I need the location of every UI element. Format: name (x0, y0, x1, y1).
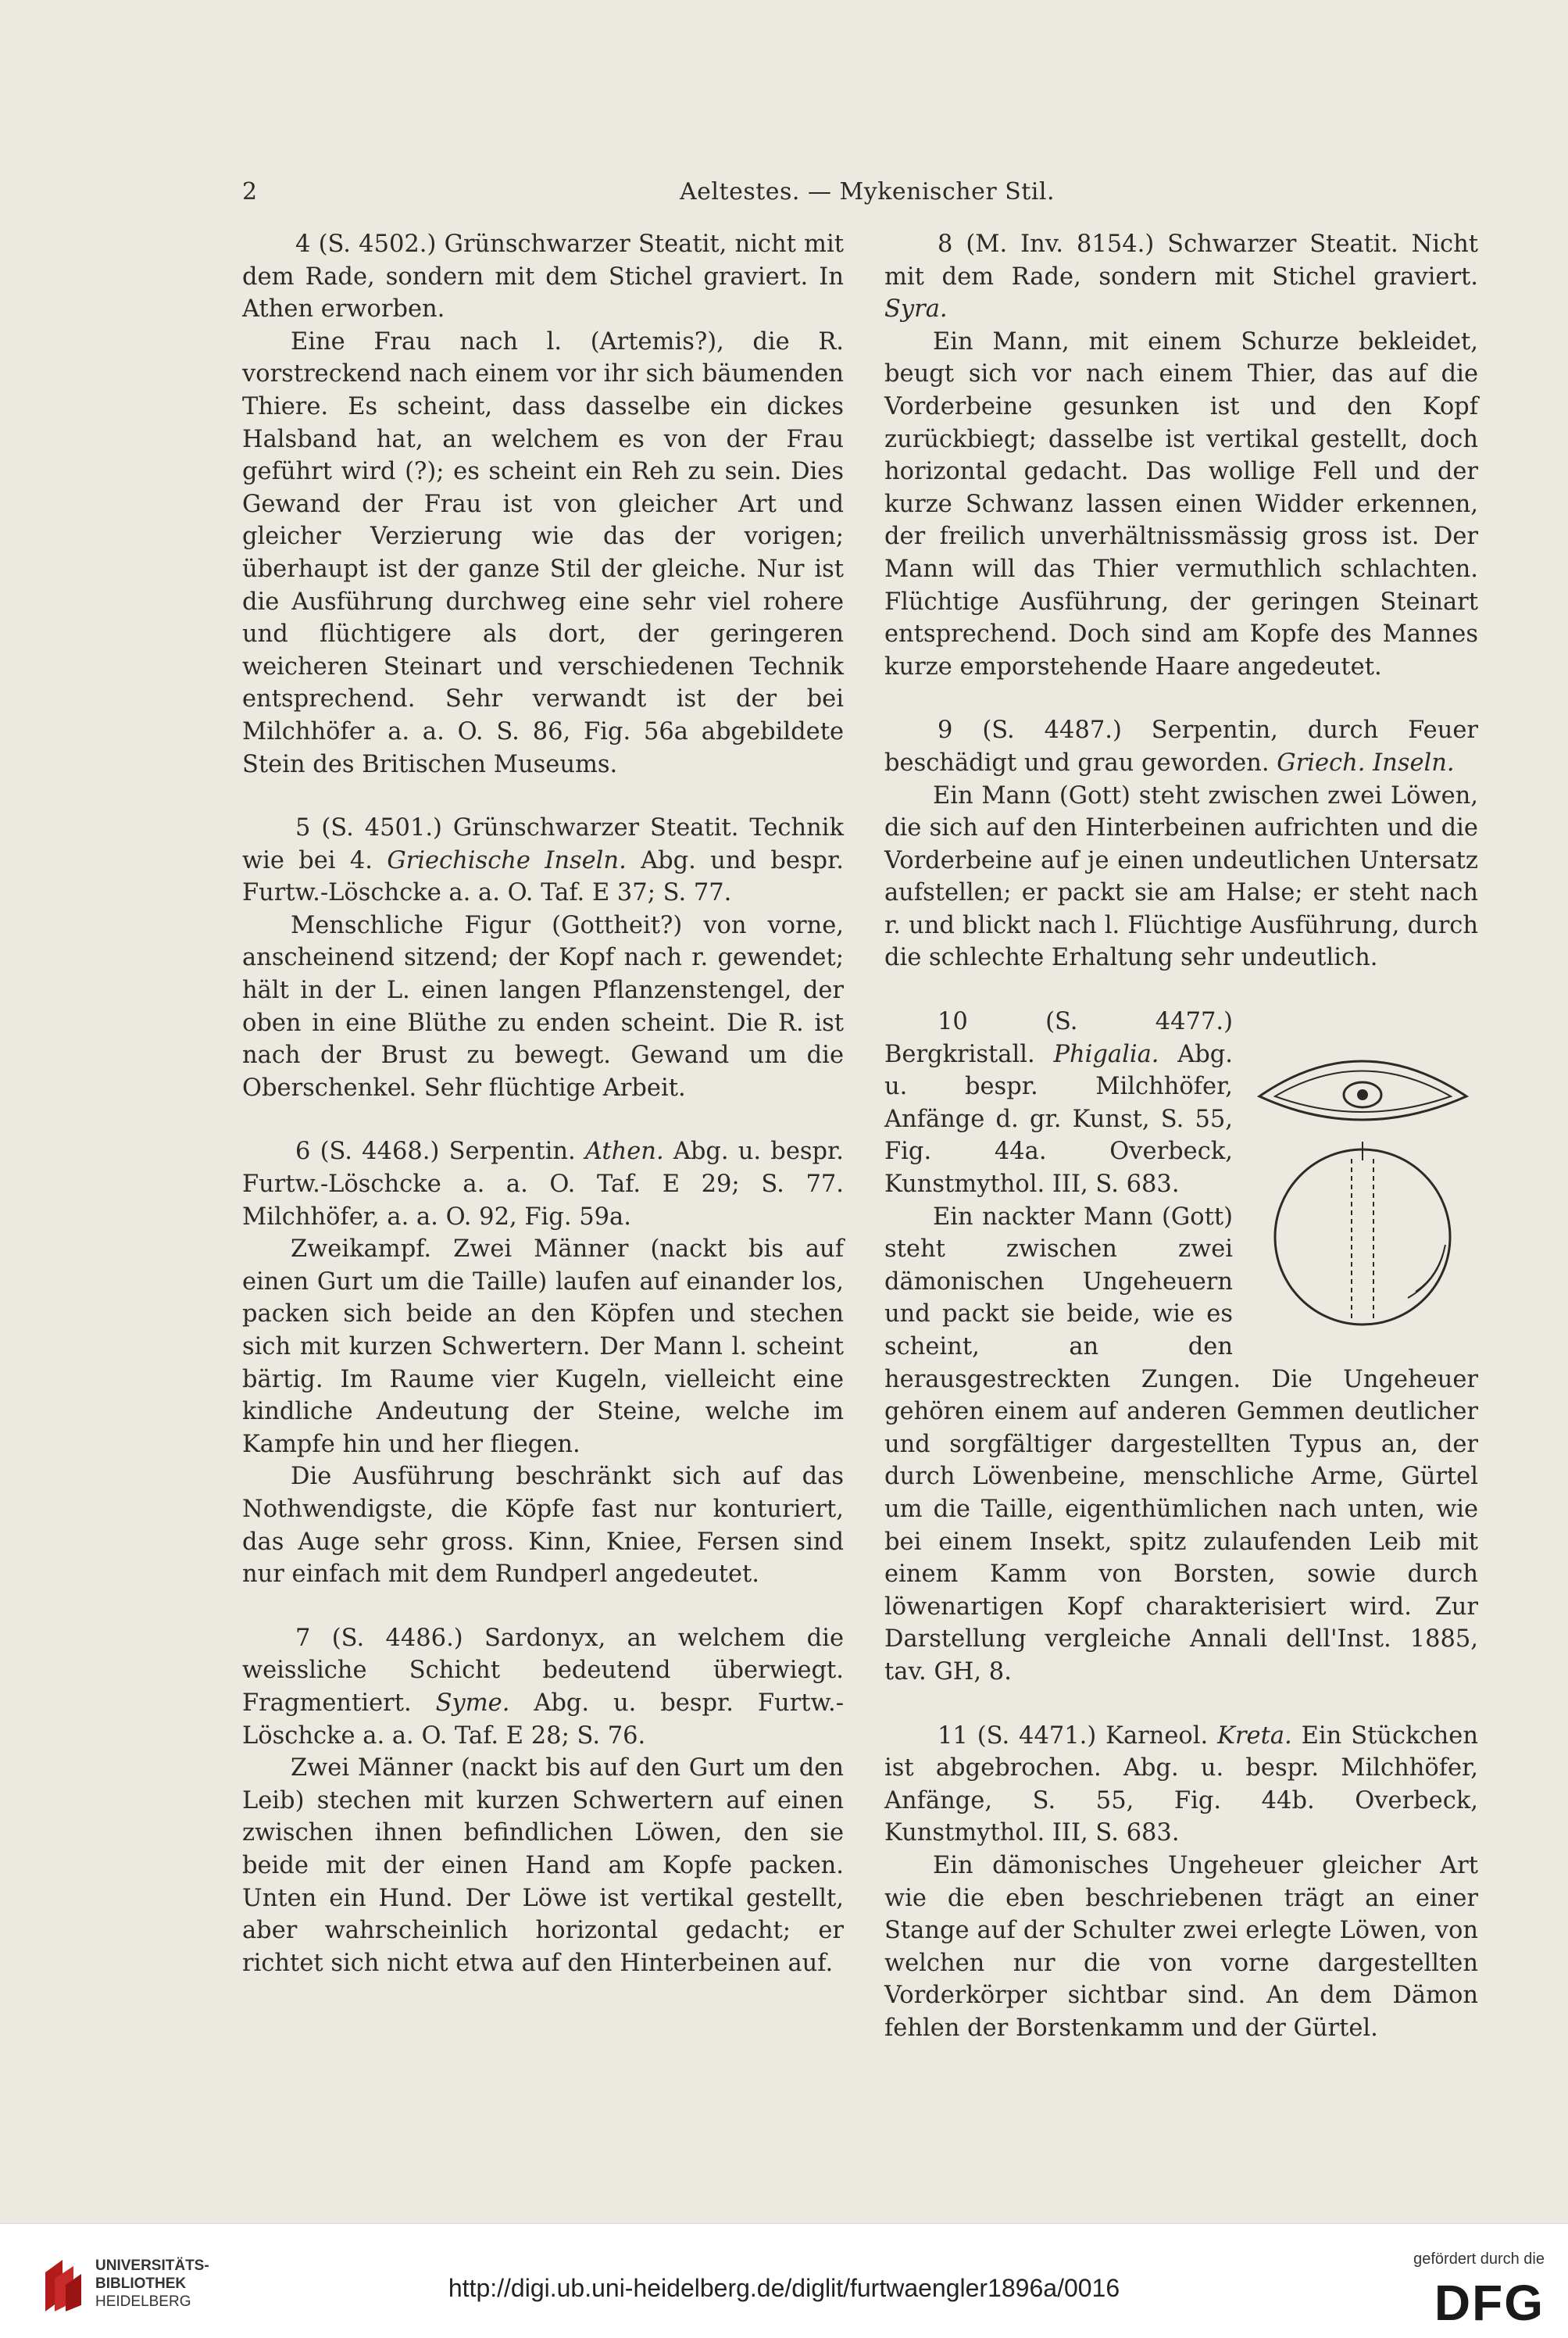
entry-number: 9 (938, 717, 953, 745)
entry-heading: 11 (S. 4471.) Karneol. Kreta. Ein Stückchen ist abgebrochen. Abg. u. bespr. Milchhöfer, Anfänge, S. 55, Fig. 44b. Overbeck, Kunstmythol. III, S. 683. (884, 1720, 1478, 1850)
entry-paragraph: Ein dämonisches Ungeheuer gleicher Art wie die eben beschriebenen trägt an einer Stange auf der Schulter zwei erlegte Löwen, von welchen nur die von vorne dargestellten Vorderkörper sichtbar sind. An dem Dämon fehlen der Borstenkamm und der Gürtel. (884, 1851, 1478, 2042)
entry-heading: 6 (S. 4468.) Serpentin. Athen. Abg. u. bespr. Furtw.-Löschcke a. a. O. Taf. E 29; S. 77. Milchhöfer, a. a. O. 92, Fig. 59a. (242, 1135, 844, 1233)
provenance: Griech. Inseln. (1277, 749, 1455, 777)
provenance: Phigalia. (1053, 1040, 1159, 1068)
provenance: Griechische Inseln. (387, 846, 627, 874)
entry-number: 6 (295, 1138, 311, 1166)
entry-number: 5 (295, 814, 311, 842)
viewer-footer (0, 2223, 1568, 2338)
entry-heading: 10 (S. 4477.) Bergkristall. Phigalia. Abg. u. bespr. Milchhöfer, Anfänge d. gr. Kunst, S. 55, Fig. 44a. Overbeck, Kunstmythol. III, S. 683. (884, 1006, 1478, 1201)
catalog-entry-6 (242, 1135, 844, 1590)
library-name: UNIVERSITÄTS- BIBLIOTHEK HEIDELBERG (95, 2258, 209, 2310)
page-header (242, 178, 1474, 209)
catalog-entry-7 (242, 1622, 844, 1980)
entry-number: 4 (295, 231, 311, 258)
gem-drawing-icon (1244, 1010, 1478, 1339)
entry-paragraph: Zweikampf. Zwei Männer (nackt bis auf einen Gurt um die Taille) laufen auf einander los, packen sich beide an den Köpfen und stechen sich mit kurzen Schwertern. Der Mann l. scheint bärtig. Im Raume vier Kugeln, vielleicht eine kindliche Andeutung der Steine, welche im Kampfe hin und her fliegen. (242, 1235, 844, 1458)
entry-number: 7 (295, 1624, 311, 1652)
catalog-entry-8 (884, 228, 1478, 683)
provenance: Kreta. (1217, 1721, 1292, 1750)
catalog-entry-10 (884, 1006, 1478, 1688)
entry-heading: 9 (S. 4487.) Serpentin, durch Feuer beschädigt und grau geworden. Griech. Inseln. (884, 714, 1478, 779)
entry-heading: 7 (S. 4486.) Sardonyx, an welchem die weissliche Schicht bedeutend überwiegt. Fragmentiert. Syme. Abg. u. bespr. Furtw.-Löschcke a. a. O. Taf. E 28; S. 76. (242, 1622, 844, 1752)
entry-head-text: (S. 4502.) Grünschwarzer Steatit, nicht mit dem Rade, sondern mit dem Stichel graviert. In Athen erworben. (242, 231, 844, 324)
entry-number: 11 (938, 1721, 968, 1750)
provenance: Syra. (884, 295, 948, 324)
entry-paragraph: Eine Frau nach l. (Artemis?), die R. vorstreckend nach einem vor ihr sich bäumenden Thiere. Es scheint, dass dasselbe ein dickes Halsband hat, an welchem es von der Frau geführt wird (?); es scheint ein Reh zu sein. Dies Gewand der Frau ist von gleicher Art und gleicher Verzierung wie das der vorigen; überhaupt ist der ganze Stil der gleiche. Nur ist die Ausführung durchweg eine sehr viel rohere und flüchtigere als dort, der geringeren weicheren Steinart und verschiedenen Technik entsprechend. Sehr verwandt ist der bei Milchhöfer a. a. O. S. 86, Fig. 56a abgebildete Stein des Britischen Museums. (242, 327, 844, 778)
catalog-entry-5 (242, 812, 844, 1104)
permalink-url[interactable]: http://digi.ub.uni-heidelberg.de/diglit/furtwaengler1896a/0016 (448, 2274, 1120, 2302)
catalog-entry-9 (884, 714, 1478, 974)
entry-number: 8 (938, 231, 953, 258)
entry-paragraph: Ein Mann, mit einem Schurze bekleidet, beugt sich vor nach einem Thier, das auf die Vorderbeine gesunken ist und den Kopf zurückbiegt; dasselbe ist vertikal gestellt, doch horizontal gedacht. Das wollige Fell und der kurze Schwanz lassen einen Widder erkennen, der freilich unverhältnissmässig gross ist. Der Mann will das Thier vermuthlich schlachten. Flüchtige Ausführung, der geringen Steinart entsprechend. Doch sind am Kopfe des Mannes kurze emporstehende Haare angedeutet. (884, 327, 1478, 681)
entry-paragraph: Ein Mann (Gott) steht zwischen zwei Löwen, die sich auf den Hinterbeinen aufrichten und die Vorderbeine auf je einen undeutlichen Untersatz aufstellen; er packt sie am Halse; er steht nach r. und blickt nach l. Flüchtige Ausführung, durch die schlechte Erhaltung sehr undeutlich. (884, 781, 1478, 972)
catalog-entry-4 (242, 228, 844, 781)
entry-heading: 5 (S. 4501.) Grünschwarzer Steatit. Technik wie bei 4. Griechische Inseln. Abg. und bespr. Furtw.-Löschcke a. a. O. Taf. E 37; S. 77. (242, 812, 844, 910)
page-number: 2 (242, 178, 258, 206)
dfg-logo: DFG (1434, 2275, 1545, 2331)
entry-paragraph: Zwei Männer (nackt bis auf den Gurt um den Leib) stechen mit kurzen Schwertern auf einen zwischen ihnen befindlichen Löwen, den sie beide mit der einen Hand am Kopfe packen. Unten ein Hund. Der Löwe ist vertikal gestellt, aber wahrscheinlich horizontal gedacht; er richtet sich nicht etwa auf den Hinterbeinen auf. (242, 1754, 844, 1977)
entry-paragraph: Die Ausführung beschränkt sich auf das Nothwendigste, die Köpfe fast nur konturiert, das Auge sehr gross. Kinn, Kniee, Fersen sind nur einfach mit dem Rundperl angedeutet. (242, 1463, 844, 1589)
provenance: Syme. (435, 1689, 510, 1717)
provenance: Athen. (584, 1138, 664, 1166)
entry-paragraph: Ein nackter Mann (Gott) steht zwischen zwei dämonischen Ungeheuern und packt sie beide, wie es scheint, an den herausgestreckten Zungen. Die Ungeheuer gehören einem auf anderen Gemmen deutlicher und sorgfältiger dargestellten Typus an, der durch Löwenbeine, menschliche Arme, Gürtel um die Taille, eigenthümlichen nach unten, wie bei einem Insekt, spitz zulaufenden Leib mit einem Kamm von Borsten, sowie durch löwenartigen Kopf charakterisiert wird. Zur Darstellung vergleiche Annali dell'Inst. 1885, tav. GH, 8. (884, 1203, 1478, 1686)
entry-heading (242, 228, 844, 326)
right-column (884, 228, 1478, 2044)
catalog-entry-11 (884, 1720, 1478, 2045)
running-head: Aeltestes. — Mykenischer Stil. (680, 178, 1055, 206)
funding-note: gefördert durch die (1413, 2250, 1545, 2268)
gem-illustration (1244, 1010, 1478, 1339)
entry-heading: 8 (M. Inv. 8154.) Schwarzer Steatit. Nicht mit dem Rade, sondern mit Stichel graviert. Syra. (884, 228, 1478, 326)
entry-paragraph: Menschliche Figur (Gottheit?) von vorne, anscheinend sitzend; der Kopf nach r. gewendet; hält in der L. einen langen Pflanzenstengel, der oben in eine Blüthe zu enden scheint. Die R. ist nach der Brust zu bewegt. Gewand um die Oberschenkel. Sehr flüchtige Arbeit. (242, 911, 844, 1102)
left-column (242, 228, 844, 1979)
entry-number: 10 (938, 1008, 968, 1036)
